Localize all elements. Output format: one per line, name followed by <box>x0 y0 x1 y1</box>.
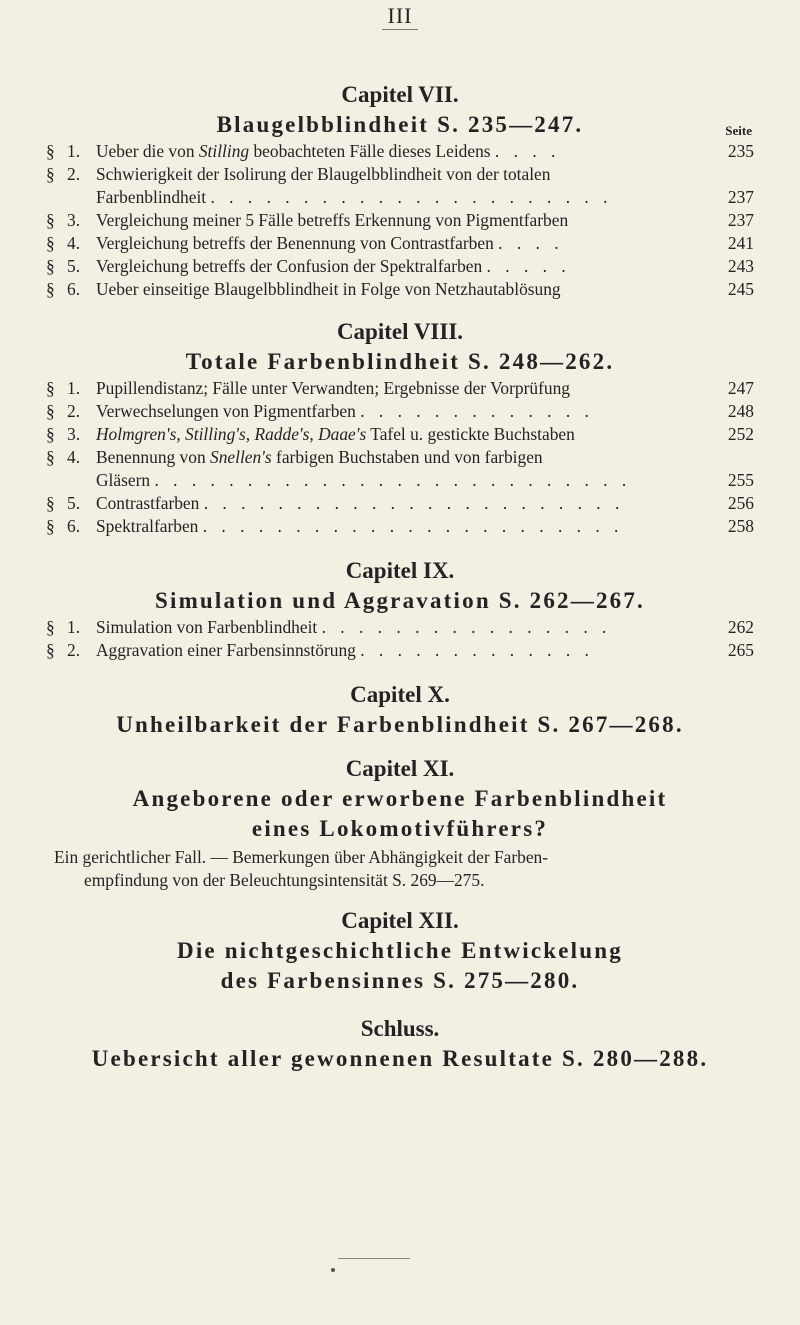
page-number: III <box>0 3 800 30</box>
chapter-title: Angeborene oder erworbene Farbenblindheit <box>132 786 668 811</box>
chapter-title: Unheilbarkeit der Farbenblindheit S. 267—268. <box>116 712 684 737</box>
chapter-label: Schluss. <box>360 1016 440 1041</box>
toc-entry: § 6. Ueber einseitige Blaugelbblindheit in Folge von Netzhautablösung 245 <box>46 279 754 299</box>
chapter-title-line-2: eines Lokomotivführers? <box>251 816 549 841</box>
chapter-label: Capitel VIII. <box>336 319 464 344</box>
chapter-12 <box>46 906 754 996</box>
page-ref: 256 <box>727 493 754 513</box>
seite-column-heading: Seite <box>725 123 752 138</box>
section-list <box>46 140 754 301</box>
toc-entry: § 1. Pupillendistanz; Fälle unter Verwandten; Ergebnisse der Vorprüfung 247 <box>46 378 754 398</box>
toc-entry: § 4. Vergleichung betreffs der Benennung von Contrastfarben . . . . 241 <box>46 233 754 253</box>
toc-entry: § 3. Vergleichung meiner 5 Fälle betreffs Erkennung von Pigmentfarben 237 <box>46 210 754 230</box>
page-ref: 243 <box>727 256 754 276</box>
page-ref: 255 <box>727 470 754 490</box>
toc-entry: § 4. Benennung von Snellen's farbigen Buchstaben und von farbigen Gläsern . . . . . . . . . . . . . . . . . . . . . . . . . . 255 <box>46 447 754 490</box>
chapter-title-line-2: des Farbensinnes S. 275—280. <box>220 968 580 993</box>
chapter-title: Uebersicht aller gewonnenen Resultate S. 280—288. <box>91 1046 709 1071</box>
chapter-label: Capitel XI. <box>345 756 455 781</box>
toc-entry: § 1. Ueber die von Stilling beobachteten Fälle dieses Leidens . . . . 235 <box>46 141 754 161</box>
page-ref: 245 <box>727 279 754 299</box>
chapter-label: Capitel X. <box>350 682 450 707</box>
page-ref: 237 <box>727 187 754 207</box>
page-ref: 265 <box>727 640 754 660</box>
toc-entry: § 2. Schwierigkeit der Isolirung der Blaugelbblindheit von der totalen Farbenblindheit . . . . . . . . . . . . . . . . . . . . . . 237 <box>46 164 754 207</box>
toc-entry: § 3. Holmgren's, Stilling's, Radde's, Daae's Tafel u. gestickte Buchstaben 252 <box>46 424 754 444</box>
toc-entry: § 2. Aggravation einer Farbensinnstörung . . . . . . . . . . . . . 265 <box>46 640 754 660</box>
conclusion <box>46 1014 754 1074</box>
chapter-title: Die nichtgeschichtliche Entwickelung <box>177 938 623 963</box>
chapter-10 <box>46 680 754 740</box>
section-list <box>46 377 754 538</box>
toc-entry: § 1. Simulation von Farbenblindheit . . . . . . . . . . . . . . . . 262 <box>46 617 754 637</box>
chapter-8 <box>46 317 754 538</box>
page-ref: 247 <box>727 378 754 398</box>
toc-entry: § 6. Spektralfarben . . . . . . . . . . . . . . . . . . . . . . . 258 <box>46 516 754 536</box>
toc-entry: § 2. Verwechselungen von Pigmentfarben . . . . . . . . . . . . . 248 <box>46 401 754 421</box>
chapter-label: Capitel IX. <box>345 558 455 583</box>
page-ref: 241 <box>727 233 754 253</box>
table-of-contents <box>46 80 754 1074</box>
chapter-9 <box>46 556 754 662</box>
section-list <box>46 616 754 662</box>
chapter-title: Blaugelbblindheit S. 235—247. Seite <box>46 110 754 140</box>
chapter-label: Capitel XII. <box>341 908 459 933</box>
chapter-title: Totale Farbenblindheit S. 248—262. <box>185 349 615 374</box>
chapter-title: Simulation und Aggravation S. 262—267. <box>154 588 646 613</box>
chapter-description: Ein gerichtlicher Fall. — Bemerkungen über Abhängigkeit der Farben- empfindung von der Beleuchtungsintensität S. 269—275. <box>54 847 549 890</box>
ink-speck <box>331 1268 335 1272</box>
toc-entry: § 5. Contrastfarben . . . . . . . . . . . . . . . . . . . . . . . 256 <box>46 493 754 513</box>
page-number-rule <box>382 29 418 30</box>
page-ref: 258 <box>727 516 754 536</box>
page-ref: 252 <box>727 424 754 444</box>
chapter-7 <box>46 80 754 301</box>
closing-rule <box>338 1258 410 1259</box>
page-ref: 262 <box>727 617 754 637</box>
chapter-label: Capitel VII. <box>341 82 459 107</box>
page-ref: 237 <box>727 210 754 230</box>
toc-entry: § 5. Vergleichung betreffs der Confusion der Spektralfarben . . . . . 243 <box>46 256 754 276</box>
page-ref: 248 <box>727 401 754 421</box>
chapter-11 <box>46 754 754 892</box>
page-ref: 235 <box>727 141 754 161</box>
